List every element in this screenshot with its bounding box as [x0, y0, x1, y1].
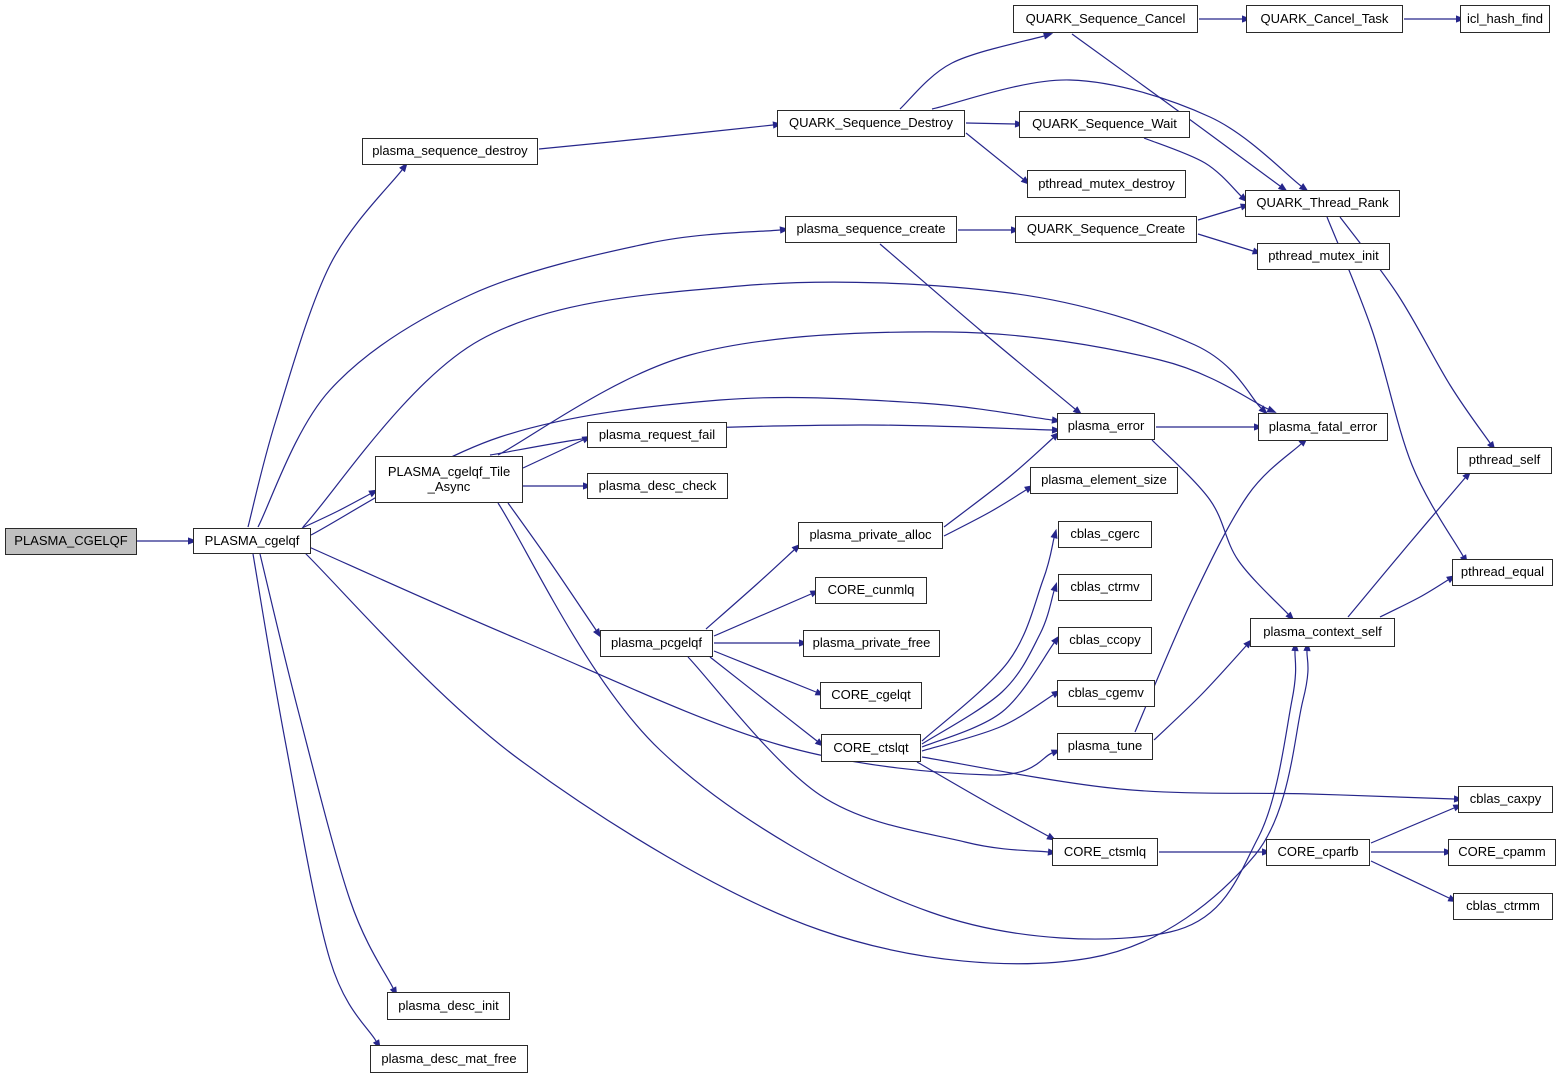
node-PLASMA_cgelqf[interactable]: PLASMA_cgelqf	[193, 528, 311, 554]
edge-PLASMA_cgelqf-to-PLASMA_cgelqf_Tile_Async	[302, 494, 370, 528]
edge-PLASMA_cgelqf-to-plasma_desc_init	[260, 554, 393, 988]
node-pthread_mutex_init[interactable]: pthread_mutex_init	[1257, 243, 1390, 270]
node-cblas_ctrmm[interactable]: cblas_ctrmm	[1453, 893, 1553, 920]
node-CORE_cunmlq[interactable]: CORE_cunmlq	[815, 577, 927, 604]
node-plasma_element_size[interactable]: plasma_element_size	[1030, 467, 1178, 494]
edge-plasma_pcgelqf-to-plasma_private_alloc	[706, 550, 794, 629]
node-plasma_error[interactable]: plasma_error	[1057, 413, 1155, 440]
edge-plasma_sequence_create-to-plasma_error	[880, 244, 1075, 409]
node-plasma_desc_init[interactable]: plasma_desc_init	[387, 992, 510, 1020]
edge-PLASMA_cgelqf-to-plasma_context_self	[302, 550, 1308, 964]
node-pthread_self[interactable]: pthread_self	[1457, 447, 1552, 474]
edge-QUARK_Sequence_Destroy-to-QUARK_Sequence_Wait	[966, 123, 1015, 124]
node-plasma_sequence_create[interactable]: plasma_sequence_create	[785, 216, 957, 243]
edge-QUARK_Sequence_Create-to-QUARK_Thread_Rank	[1198, 207, 1241, 220]
arrowhead-CORE_ctslqt-to-cblas_cgerc	[1051, 529, 1058, 539]
edge-PLASMA_cgelqf_Tile_Async-to-plasma_pcgelqf	[508, 503, 596, 630]
node-cblas_caxpy[interactable]: cblas_caxpy	[1458, 786, 1553, 813]
edge-plasma_context_self-to-pthread_self	[1348, 478, 1465, 617]
node-plasma_desc_check[interactable]: plasma_desc_check	[587, 473, 728, 499]
node-icl_hash_find[interactable]: icl_hash_find	[1460, 5, 1550, 33]
edge-plasma_context_self-to-pthread_equal	[1380, 580, 1448, 617]
arrowhead-CORE_ctslqt-to-cblas_ctrmv	[1051, 582, 1058, 592]
node-plasma_context_self[interactable]: plasma_context_self	[1250, 618, 1395, 647]
node-pthread_mutex_destroy[interactable]: pthread_mutex_destroy	[1027, 170, 1186, 198]
node-CORE_cpamm[interactable]: CORE_cpamm	[1448, 839, 1556, 866]
node-pthread_equal[interactable]: pthread_equal	[1452, 559, 1553, 586]
node-QUARK_Sequence_Cancel[interactable]: QUARK_Sequence_Cancel	[1013, 5, 1198, 33]
edge-CORE_ctslqt-to-cblas_cgerc	[922, 538, 1054, 741]
edge-QUARK_Sequence_Create-to-pthread_mutex_init	[1198, 234, 1253, 251]
node-plasma_tune[interactable]: plasma_tune	[1057, 733, 1153, 760]
edge-plasma_sequence_destroy-to-QUARK_Sequence_Destroy	[539, 125, 773, 149]
edge-PLASMA_cgelqf_Tile_Async-to-plasma_error	[490, 425, 1052, 455]
arrowhead-QUARK_Sequence_Destroy-to-QUARK_Sequence_Cancel	[1043, 33, 1053, 40]
arrowhead-PLASMA_cgelqf_Tile_Async-to-plasma_fatal_error	[1267, 406, 1277, 413]
node-QUARK_Sequence_Create[interactable]: QUARK_Sequence_Create	[1015, 216, 1197, 243]
node-cblas_cgerc[interactable]: cblas_cgerc	[1058, 521, 1152, 548]
node-plasma_private_alloc[interactable]: plasma_private_alloc	[798, 522, 943, 549]
node-plasma_private_free[interactable]: plasma_private_free	[803, 630, 940, 657]
node-CORE_ctslqt[interactable]: CORE_ctslqt	[821, 734, 921, 762]
node-cblas_ctrmv[interactable]: cblas_ctrmv	[1058, 574, 1152, 601]
node-CORE_ctsmlq[interactable]: CORE_ctsmlq	[1052, 838, 1158, 866]
node-plasma_fatal_error[interactable]: plasma_fatal_error	[1258, 413, 1388, 441]
edge-CORE_ctslqt-to-cblas_caxpy	[922, 757, 1454, 799]
edge-plasma_tune-to-plasma_context_self	[1154, 646, 1246, 740]
edge-plasma_private_alloc-to-plasma_element_size	[944, 490, 1026, 536]
node-plasma_sequence_destroy[interactable]: plasma_sequence_destroy	[362, 138, 538, 165]
edge-PLASMA_cgelqf-to-plasma_desc_mat_free	[253, 554, 376, 1041]
edge-CORE_cparfb-to-cblas_caxpy	[1371, 808, 1454, 843]
edge-QUARK_Sequence_Destroy-to-pthread_mutex_destroy	[966, 133, 1023, 179]
node-PLASMA_CGELQF[interactable]: PLASMA_CGELQF	[5, 528, 137, 555]
node-QUARK_Sequence_Wait[interactable]: QUARK_Sequence_Wait	[1019, 111, 1190, 138]
node-cblas_ccopy[interactable]: cblas_ccopy	[1058, 627, 1152, 654]
edge-QUARK_Sequence_Cancel-to-QUARK_Thread_Rank	[1072, 34, 1280, 186]
node-cblas_cgemv[interactable]: cblas_cgemv	[1057, 680, 1155, 707]
node-plasma_request_fail[interactable]: plasma_request_fail	[587, 422, 727, 448]
edge-plasma_pcgelqf-to-CORE_cunmlq	[714, 594, 811, 636]
node-CORE_cparfb[interactable]: CORE_cparfb	[1266, 839, 1370, 866]
edge-plasma_pcgelqf-to-CORE_ctslqt	[710, 657, 817, 741]
edge-CORE_cparfb-to-cblas_ctrmm	[1371, 861, 1449, 898]
node-CORE_cgelqt[interactable]: CORE_cgelqt	[820, 682, 922, 709]
node-plasma_desc_mat_free[interactable]: plasma_desc_mat_free	[370, 1045, 528, 1073]
node-QUARK_Thread_Rank[interactable]: QUARK_Thread_Rank	[1245, 190, 1400, 217]
edge-CORE_ctslqt-to-CORE_ctsmlq	[917, 762, 1048, 836]
node-plasma_pcgelqf[interactable]: plasma_pcgelqf	[600, 630, 713, 657]
node-QUARK_Sequence_Destroy[interactable]: QUARK_Sequence_Destroy	[777, 110, 965, 137]
edge-PLASMA_cgelqf_Tile_Async-to-plasma_context_self	[498, 503, 1296, 939]
node-QUARK_Cancel_Task[interactable]: QUARK_Cancel_Task	[1246, 5, 1403, 33]
node-PLASMA_cgelqf_Tile_Async[interactable]: PLASMA_cgelqf_Tile _Async	[375, 456, 523, 503]
